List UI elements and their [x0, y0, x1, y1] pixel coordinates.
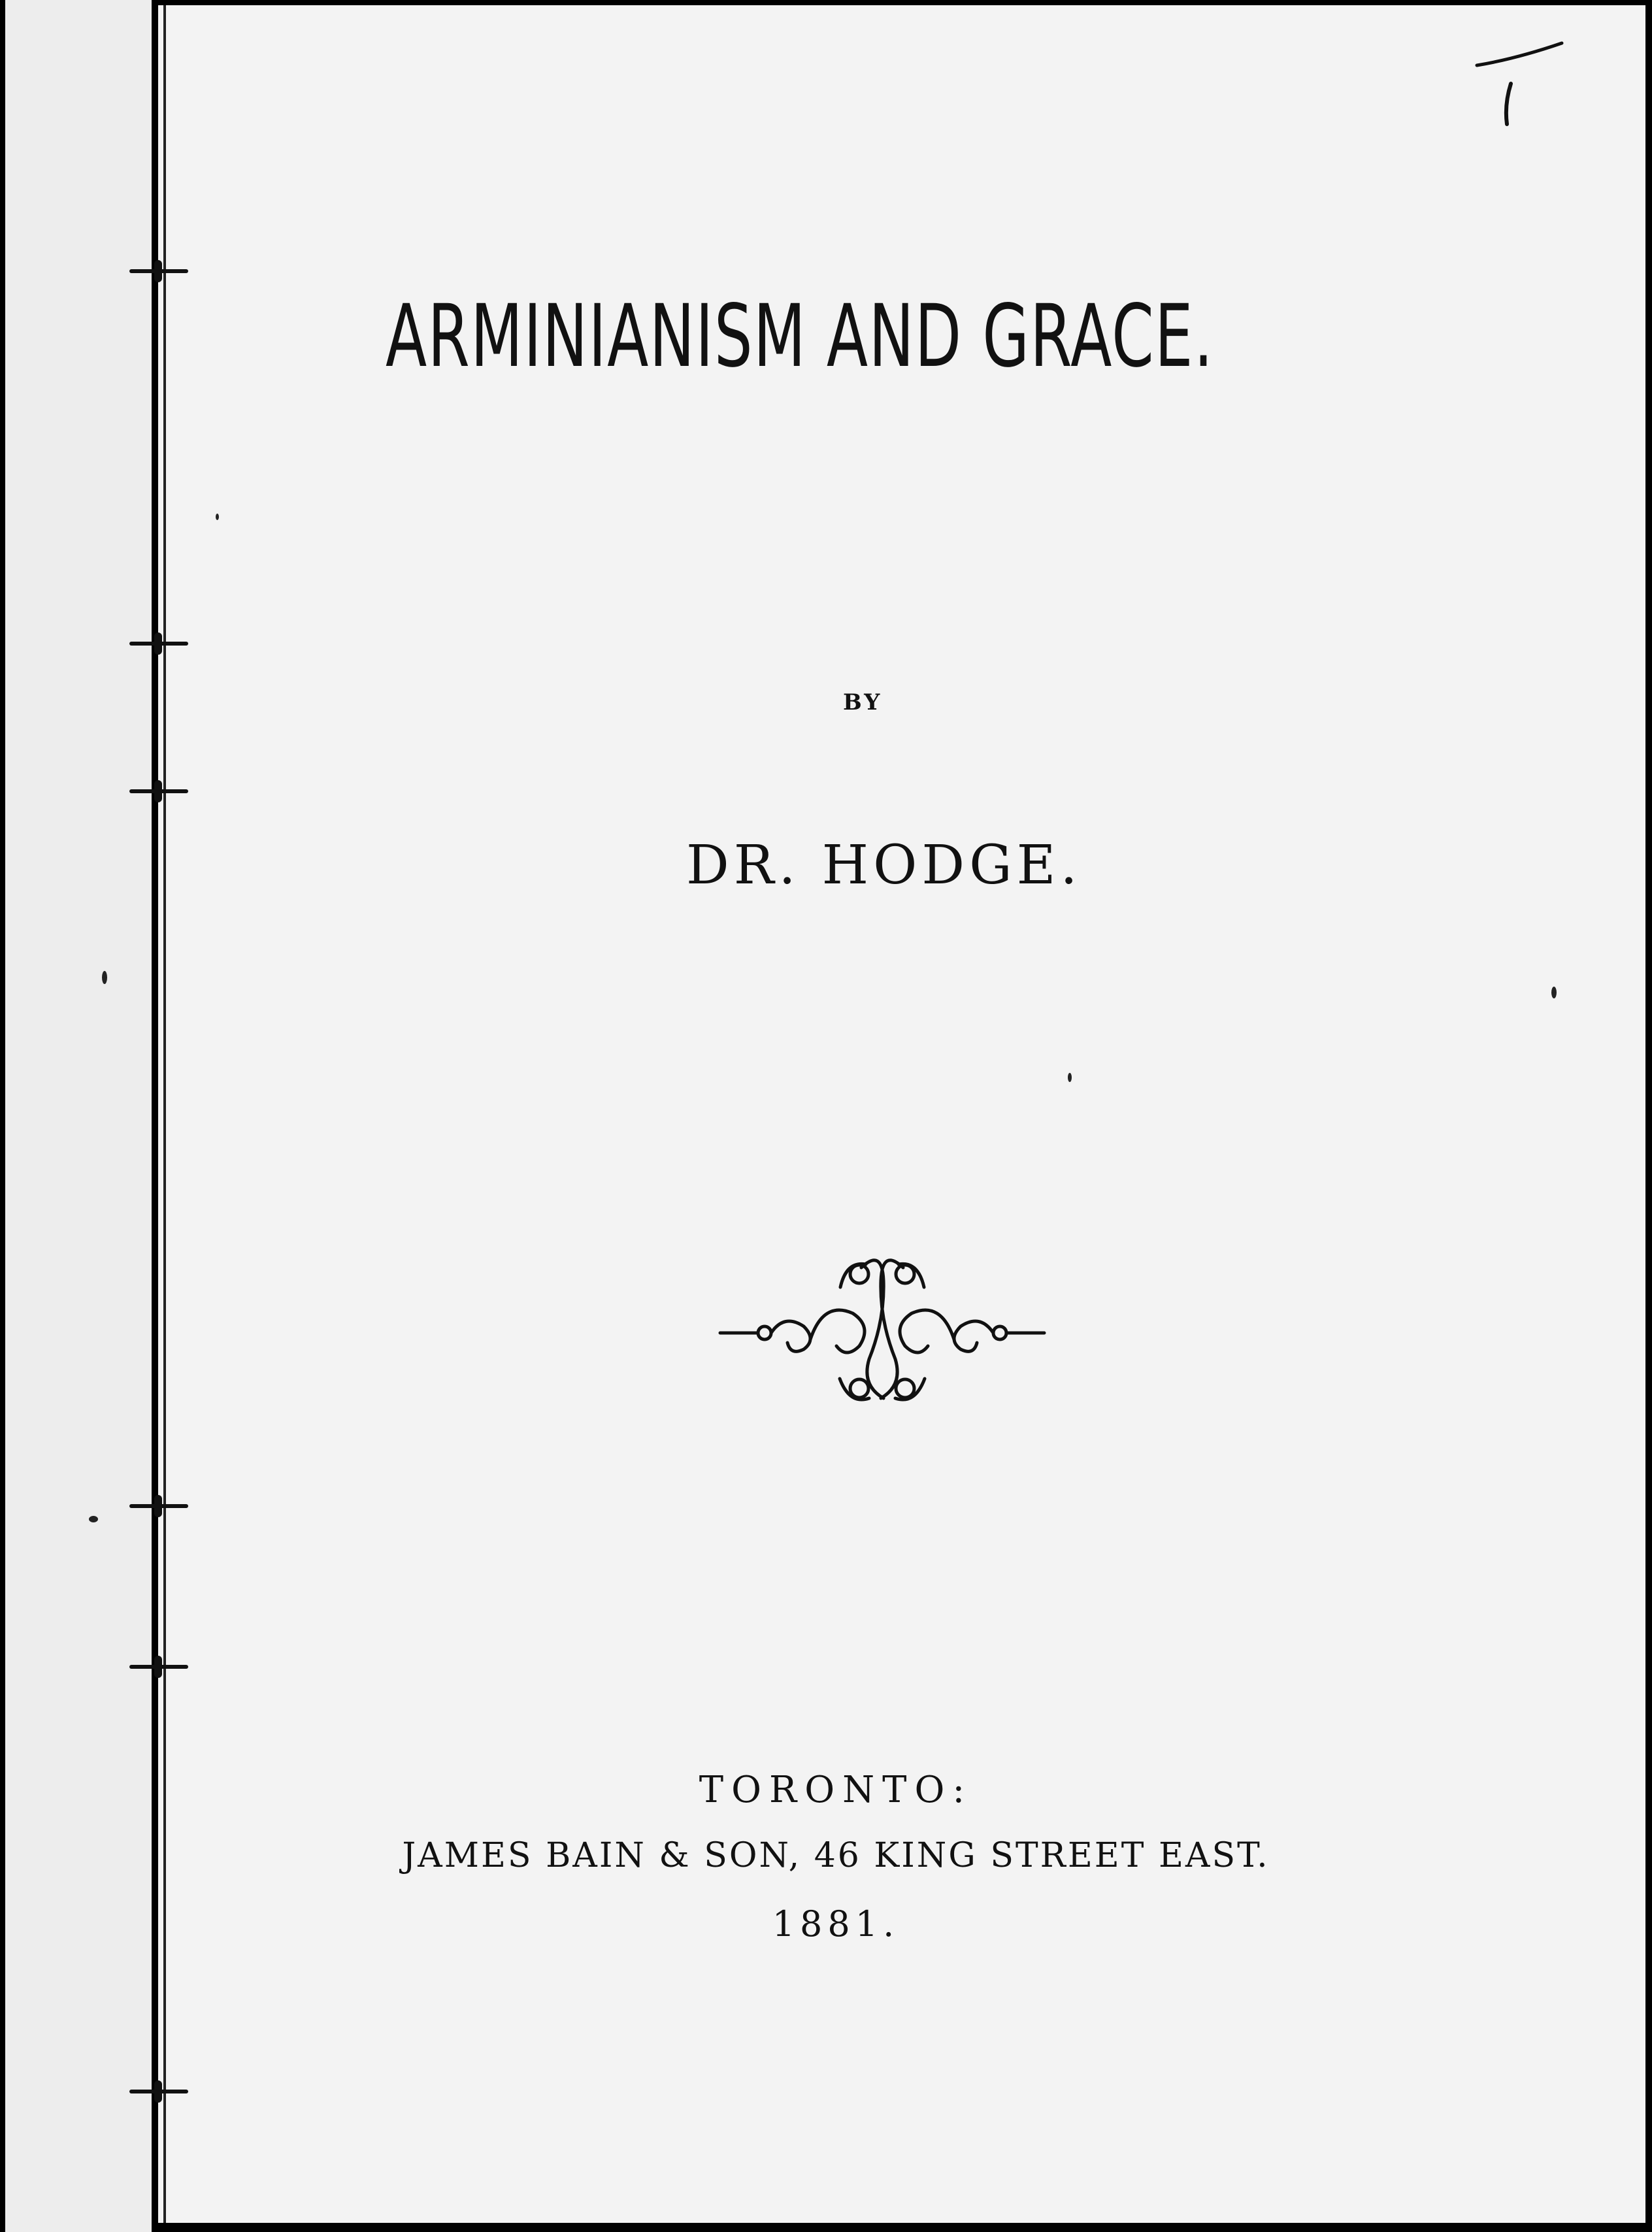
book-title — [386, 281, 1366, 392]
stitch-mark — [129, 789, 188, 795]
stitch-mark — [129, 269, 188, 274]
scan-border-right — [1645, 0, 1652, 2232]
imprint-year: 1881. — [772, 1903, 900, 1945]
binding-edge — [152, 0, 158, 2232]
scan-speck — [216, 514, 219, 520]
scan-speck — [102, 971, 107, 984]
stitch-mark — [129, 1665, 188, 1670]
handwritten-page-number — [1470, 39, 1568, 131]
stitch-mark — [129, 1504, 188, 1509]
binding-strip — [5, 0, 152, 2232]
scan-speck — [1068, 1073, 1072, 1082]
imprint-publisher: JAMES BAIN & SON, 46 KING STREET EAST. — [402, 1836, 1270, 1875]
stitch-thread — [163, 0, 166, 2232]
author-name: DR. HODGE. — [686, 834, 1082, 896]
stitch-mark — [129, 2090, 188, 2095]
scan-border-top — [157, 0, 1652, 5]
imprint-place: TORONTO: — [699, 1769, 973, 1811]
stitch-mark — [129, 642, 188, 647]
scan-speck — [1551, 987, 1557, 998]
scan-speck — [89, 1516, 98, 1522]
scan-border-left — [0, 0, 5, 2232]
by-line: BY — [843, 689, 883, 715]
decorative-scroll-ornament — [712, 1241, 1052, 1411]
book-title-text: ARMINIANISM AND GRACE. — [386, 286, 1214, 387]
scan-border-bottom — [157, 2223, 1652, 2232]
